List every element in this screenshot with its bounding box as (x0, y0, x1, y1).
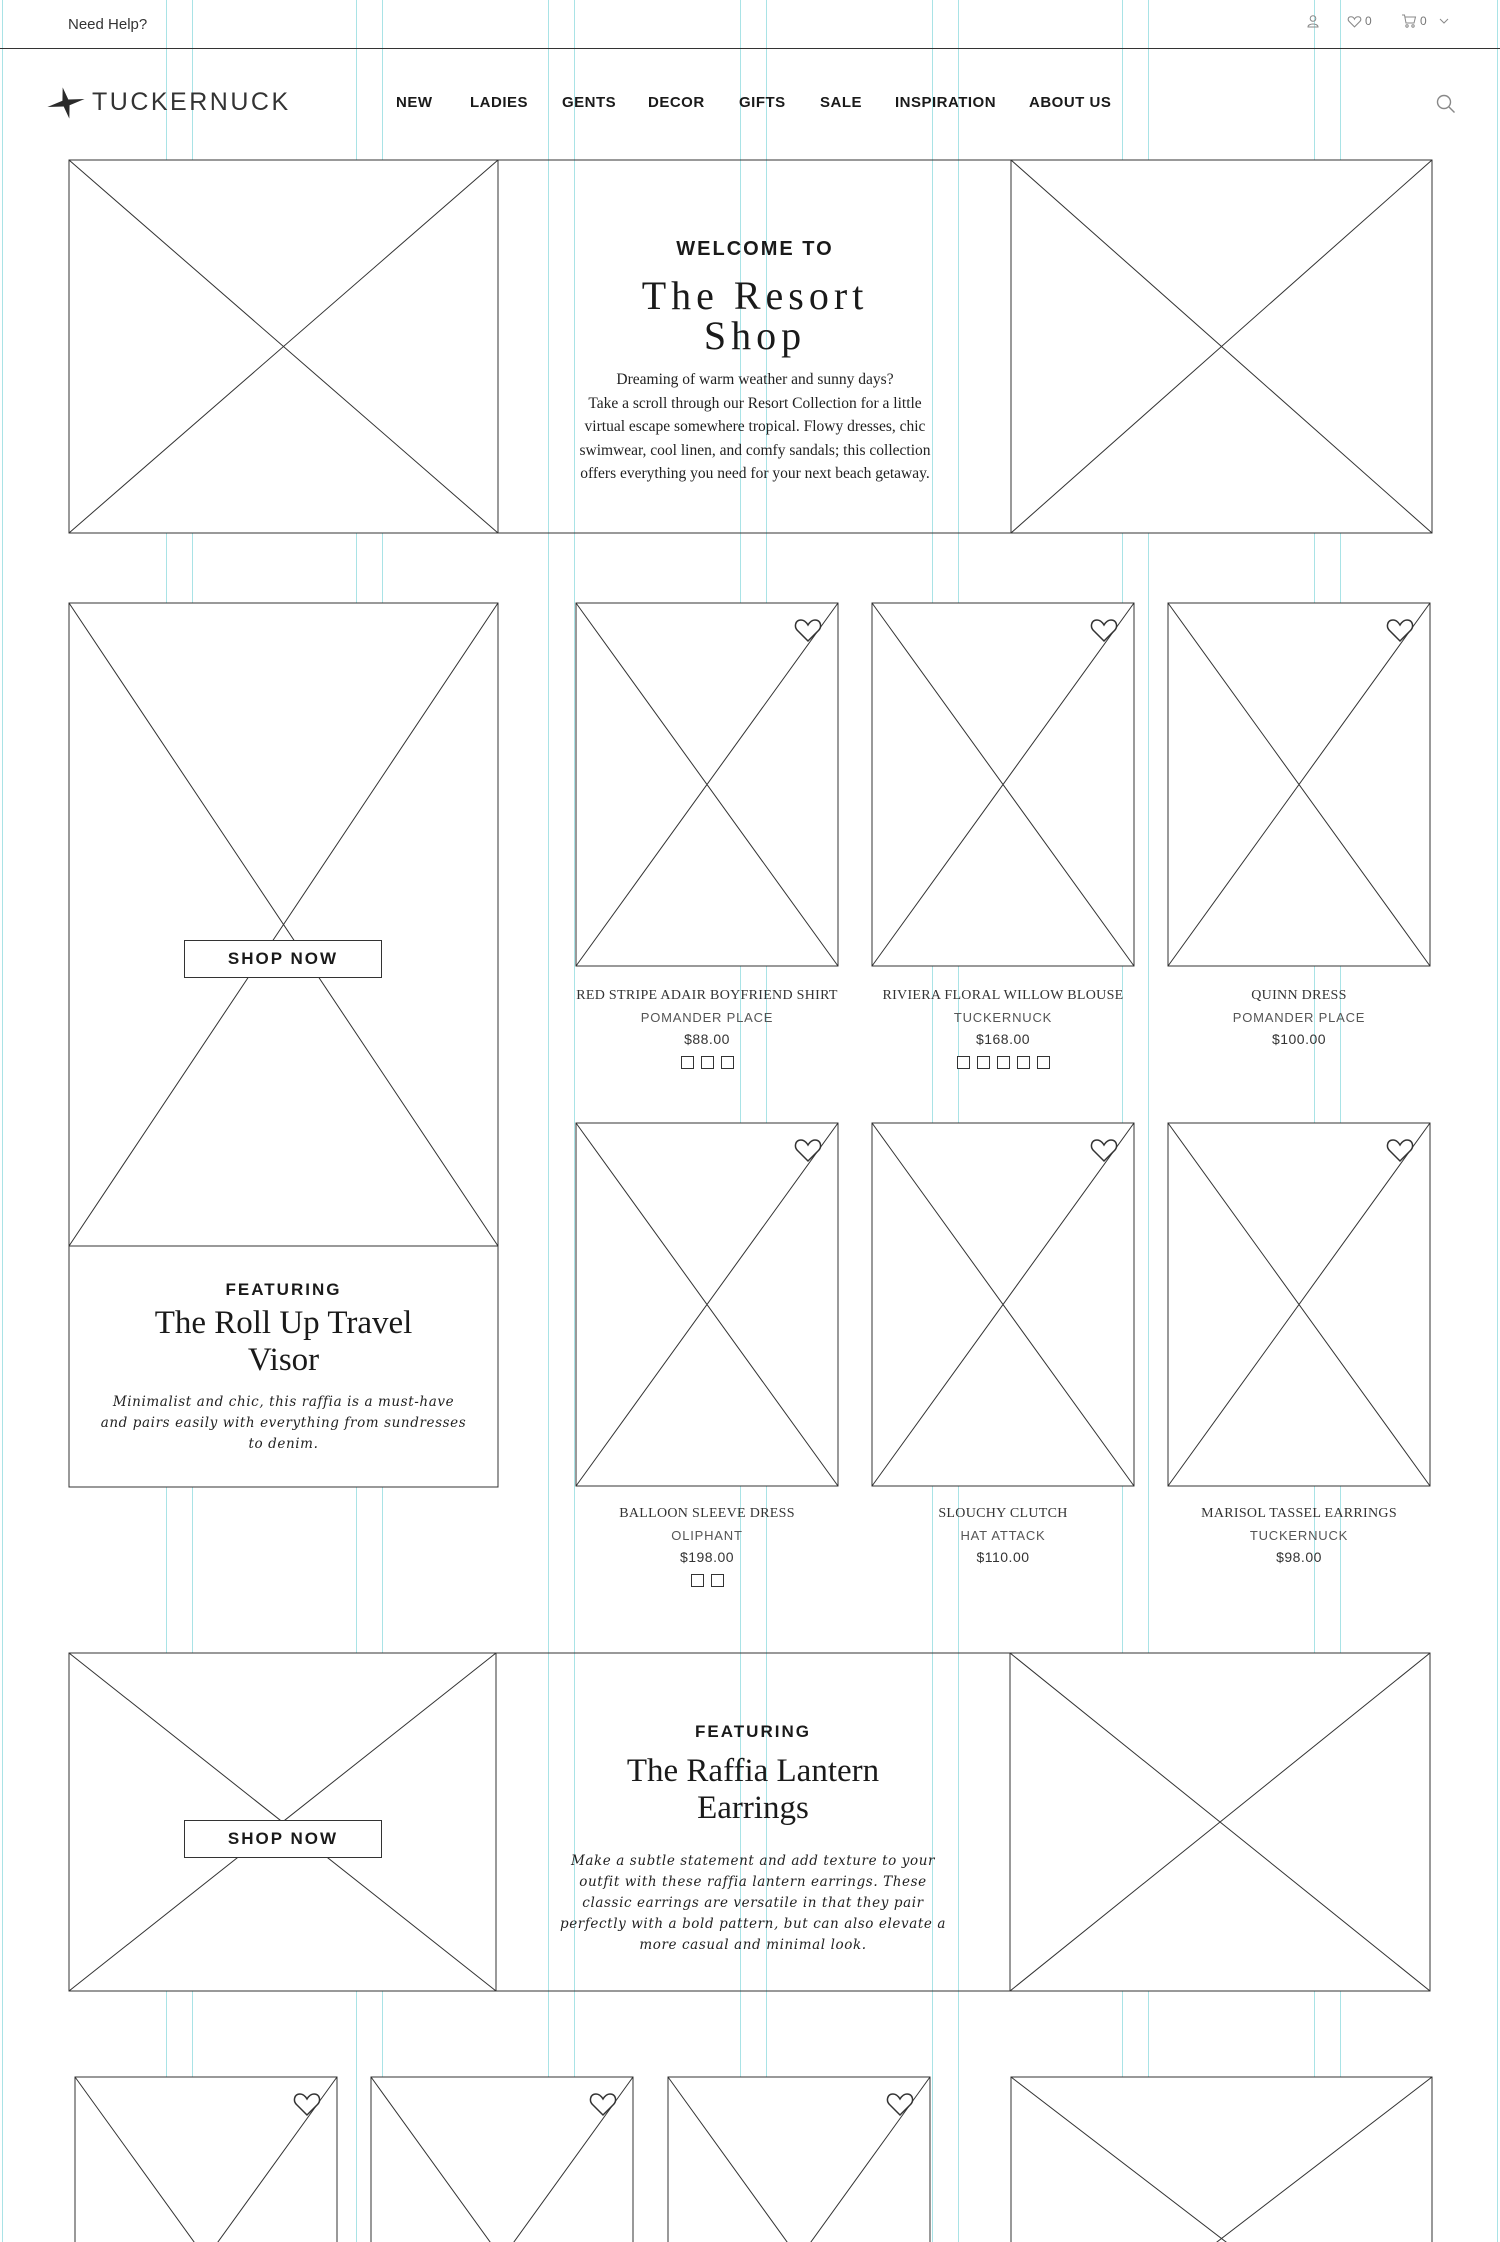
heart-icon[interactable] (589, 2091, 617, 2117)
nav-inspiration[interactable]: INSPIRATION (895, 94, 997, 111)
feature-title-line: Earrings (697, 1790, 809, 1826)
shop-now-button[interactable]: SHOP NOW (184, 1820, 382, 1858)
feature-description-line: classic earrings are versatile in that they pair (582, 1895, 924, 1911)
product-brand: TUCKERNUCK (953, 1010, 1053, 1025)
shop-now-button[interactable]: SHOP NOW (184, 940, 382, 978)
wishlist-count: 0 (1365, 14, 1372, 28)
feature-kicker: FEATURING (695, 1722, 811, 1741)
feature-description-line: outfit with these raffia lantern earrings. These (579, 1874, 927, 1890)
nav-new[interactable]: NEW (396, 94, 433, 111)
product-price: $100.00 (1271, 1031, 1327, 1047)
product-price: $168.00 (975, 1031, 1031, 1047)
color-swatch[interactable] (721, 1056, 734, 1069)
feature-description-line: Make a subtle statement and add texture to your (570, 1853, 936, 1869)
nav-sale[interactable]: SALE (820, 94, 863, 111)
feature-description (74, 1392, 493, 1455)
color-swatch[interactable] (691, 1574, 704, 1587)
feature-description-line: perfectly with a bold pattern, but can also elevate a (559, 1916, 947, 1932)
nav-gents[interactable]: GENTS (562, 94, 617, 111)
heart-icon[interactable] (794, 1137, 822, 1163)
hero-description-line: Dreaming of warm weather and sunny days? (616, 371, 894, 388)
account-button[interactable] (1306, 14, 1320, 28)
hero-description (500, 368, 1010, 486)
product-name[interactable]: QUINN DRESS (1251, 988, 1347, 1003)
product-price: $110.00 (976, 1549, 1030, 1565)
product-price: $88.00 (684, 1031, 730, 1047)
cart-icon (1401, 14, 1417, 28)
color-swatch[interactable] (701, 1056, 714, 1069)
product-name[interactable]: SLOUCHY CLUTCH (938, 1506, 1068, 1521)
feature-title-line: The Roll Up Travel (154, 1305, 413, 1341)
product-brand: POMANDER PLACE (640, 1010, 774, 1025)
feature-description-line: Minimalist and chic, this raffia is a must-have (112, 1394, 455, 1410)
hero-description-line: offers everything you need for your next beach getaway. (580, 465, 930, 482)
product-brand: TUCKERNUCK (1249, 1528, 1349, 1543)
heart-icon[interactable] (1386, 1137, 1414, 1163)
hero-title (500, 273, 1010, 358)
product-name[interactable]: RED STRIPE ADAIR BOYFRIEND SHIRT (576, 988, 838, 1003)
heart-icon[interactable] (293, 2091, 321, 2117)
product-name[interactable]: BALLOON SLEEVE DRESS (619, 1506, 795, 1521)
color-swatches (852, 1056, 1154, 1069)
feature-description-line: to denim. (248, 1436, 319, 1452)
product-price: $98.00 (1276, 1549, 1322, 1565)
nav-about-us[interactable]: ABOUT US (1029, 94, 1112, 111)
color-swatch[interactable] (997, 1056, 1010, 1069)
heart-icon[interactable] (794, 617, 822, 643)
feature-title (496, 1753, 1010, 1827)
color-swatch[interactable] (977, 1056, 990, 1069)
product-price: $198.00 (679, 1549, 735, 1565)
feature-description (551, 1851, 955, 1956)
color-swatch[interactable] (1017, 1056, 1030, 1069)
color-swatches (556, 1056, 858, 1069)
color-swatch[interactable] (711, 1574, 724, 1587)
heart-icon (1347, 15, 1362, 28)
feature-title-line: The Raffia Lantern (626, 1753, 880, 1789)
hero-description-line: swimwear, cool linen, and comfy sandals; this collection (579, 441, 931, 459)
product-name[interactable]: MARISOL TASSEL EARRINGS (1201, 1506, 1397, 1521)
hero-title-line: Shop (703, 313, 807, 358)
heart-icon[interactable] (886, 2091, 914, 2117)
hero-title-line: The Resort (641, 273, 869, 318)
product-name[interactable]: RIVIERA FLORAL WILLOW BLOUSE (882, 988, 1124, 1003)
search-icon[interactable] (1436, 94, 1456, 114)
nav-ladies[interactable]: LADIES (470, 94, 529, 111)
heart-icon[interactable] (1090, 1137, 1118, 1163)
color-swatch[interactable] (1037, 1056, 1050, 1069)
chevron-down-icon[interactable] (1438, 16, 1450, 26)
logo-text[interactable]: TUCKERNUCK (92, 88, 291, 116)
color-swatches (556, 1574, 858, 1587)
star-logo-icon (46, 85, 86, 121)
nav-gifts[interactable]: GIFTS (739, 94, 786, 111)
nav-decor[interactable]: DECOR (648, 94, 705, 111)
wishlist-button[interactable] (1347, 14, 1372, 28)
product-brand: POMANDER PLACE (1232, 1010, 1366, 1025)
feature-description-line: more casual and minimal look. (639, 1937, 867, 1953)
hero-description-line: virtual escape somewhere tropical. Flowy dresses, chic (584, 418, 926, 435)
hero-description-line: Take a scroll through our Resort Collection for a little (588, 394, 922, 412)
feature-title (69, 1305, 498, 1379)
logo[interactable] (46, 85, 86, 126)
topbar-divider (0, 48, 1500, 49)
feature-title-line: Visor (247, 1342, 320, 1378)
need-help-link[interactable]: Need Help? (68, 16, 148, 33)
heart-icon[interactable] (1090, 617, 1118, 643)
user-icon (1306, 14, 1320, 28)
heart-icon[interactable] (1386, 617, 1414, 643)
color-swatch[interactable] (681, 1056, 694, 1069)
cart-button[interactable] (1401, 14, 1450, 28)
feature-description-line: and pairs easily with everything from sundresses (100, 1415, 467, 1431)
color-swatch[interactable] (957, 1056, 970, 1069)
cart-count: 0 (1420, 14, 1427, 28)
product-brand: OLIPHANT (671, 1528, 743, 1543)
feature-kicker: FEATURING (225, 1280, 342, 1299)
product-brand: HAT ATTACK (960, 1528, 1046, 1543)
hero-kicker: WELCOME TO (676, 238, 834, 260)
